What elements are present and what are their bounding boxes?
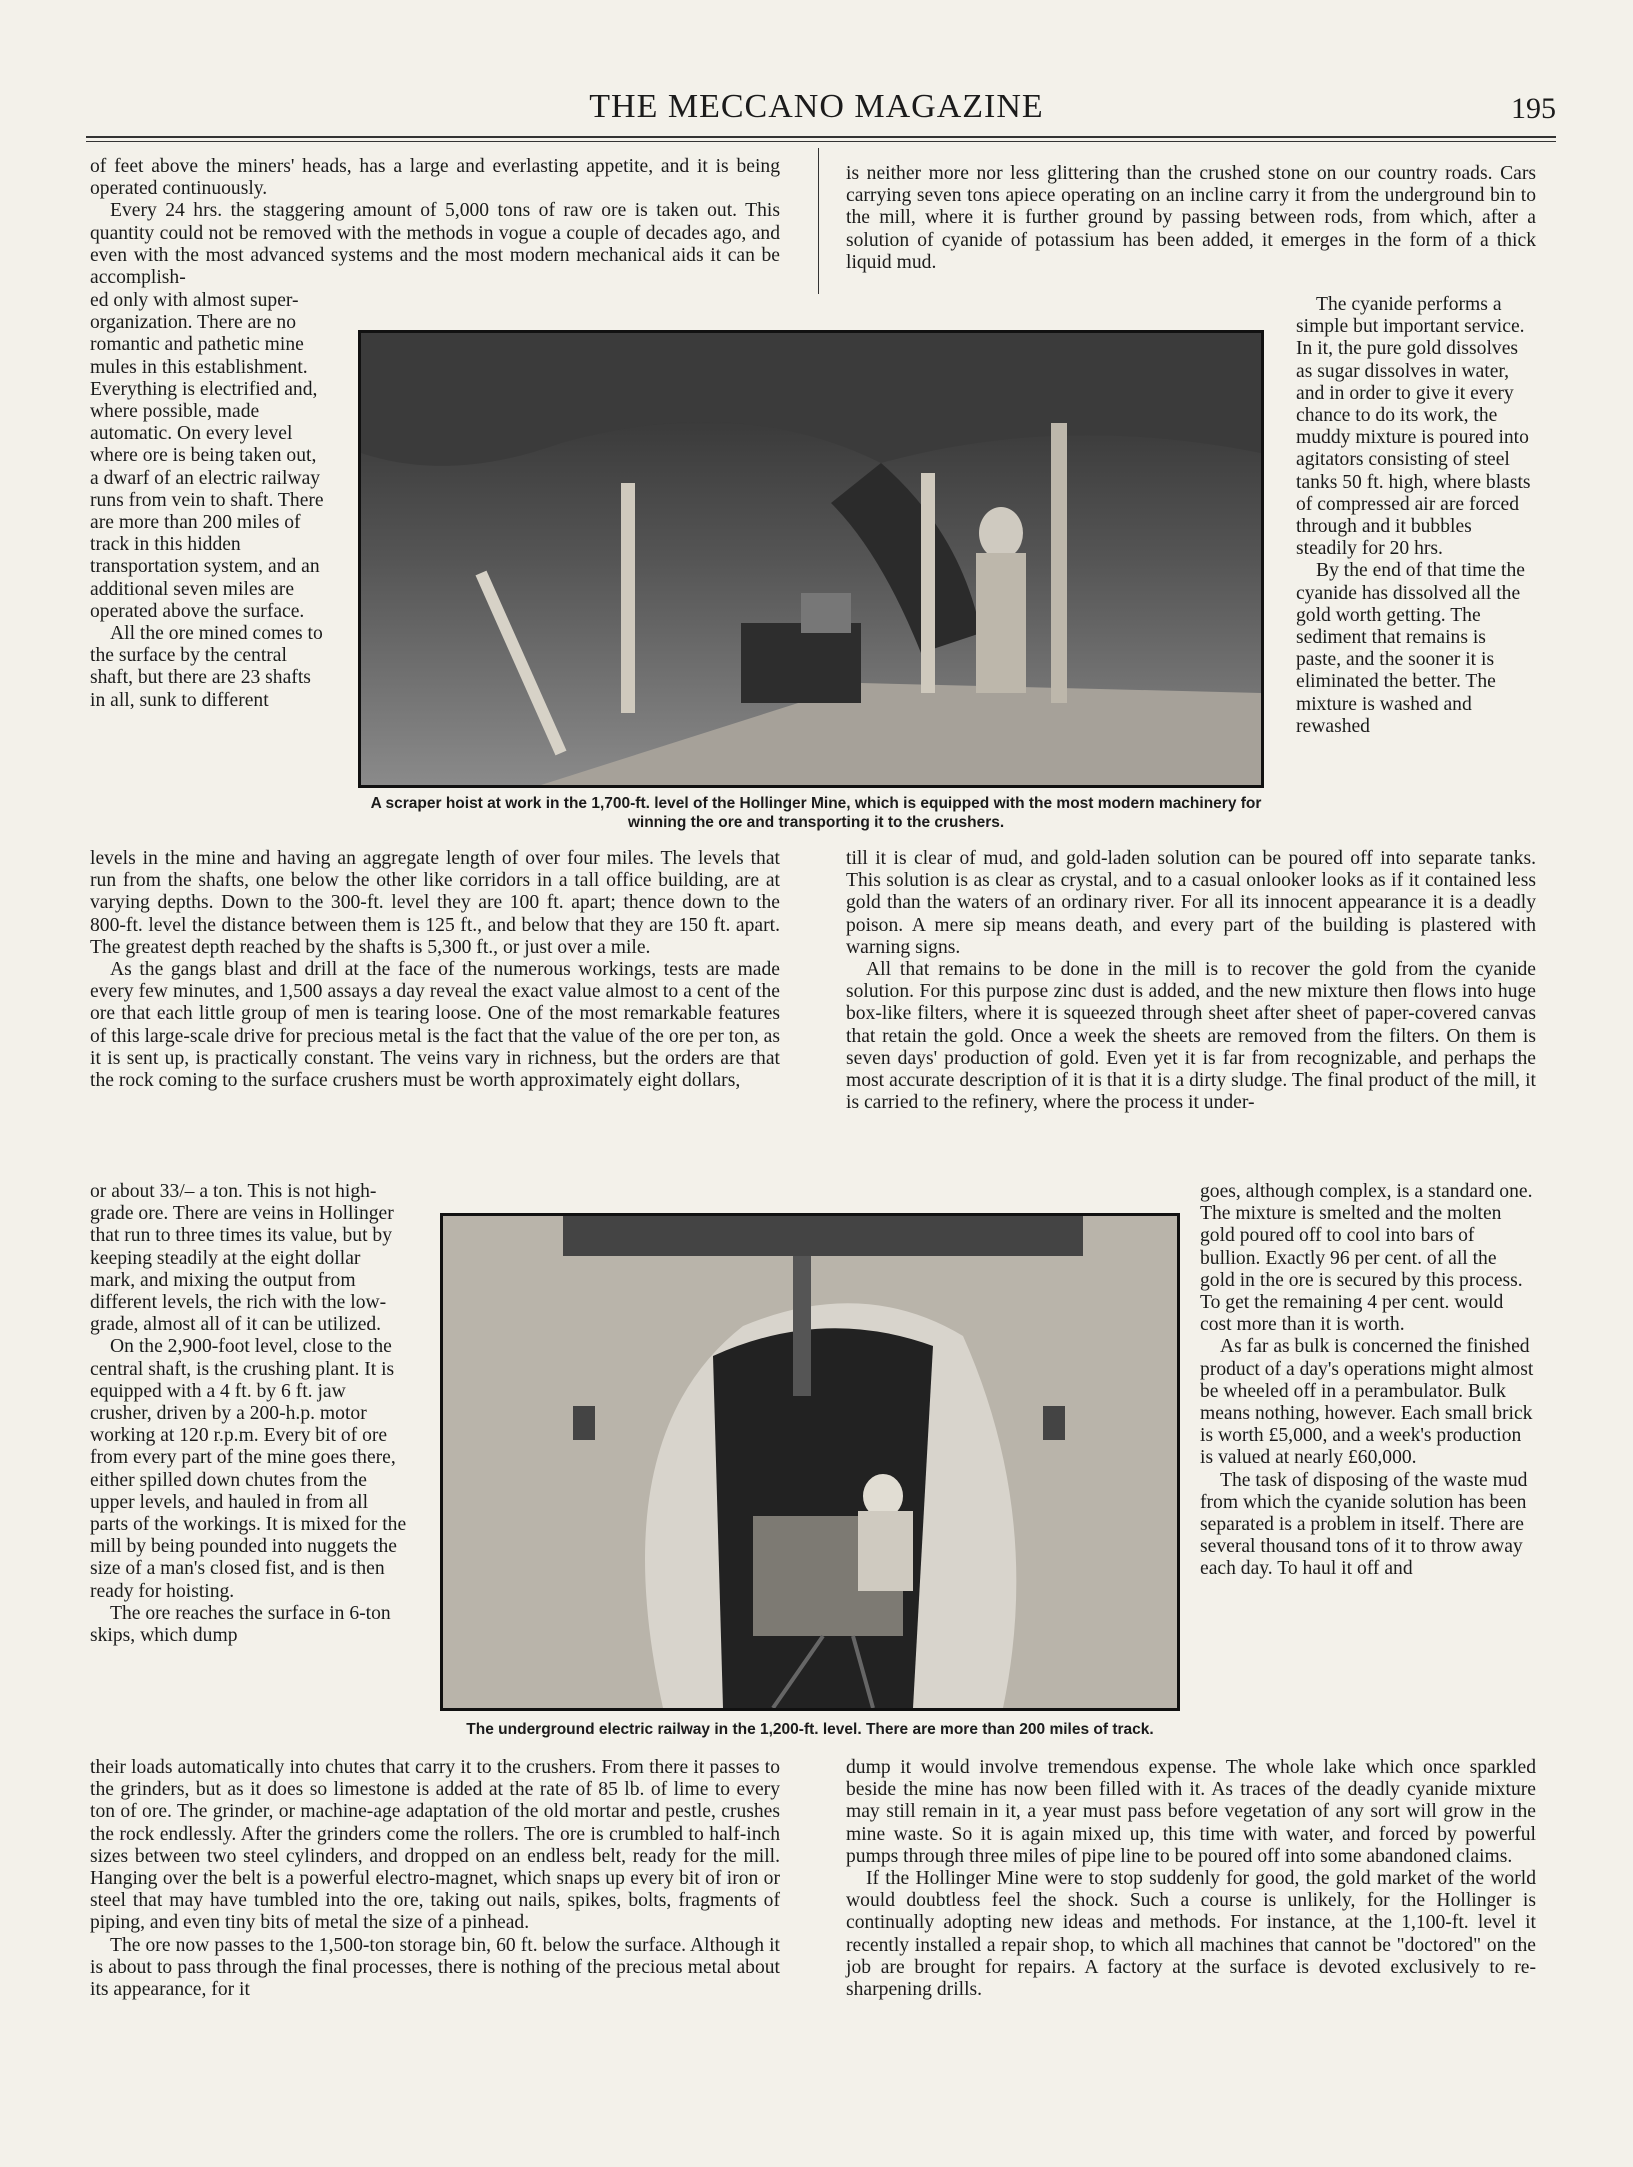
paragraph: The cyanide performs a simple but important service. In it, the pure gold dissolves as sugar dissolves in water, and in order to give it every chance to do its work, the muddy mixture is poured into agitators consisting of steel tanks 50 ft. high, where blasts of compressed air are forced through and it bubbles steadily for 20 hrs. <box>1296 294 1531 560</box>
text-block <box>846 848 1536 1114</box>
paragraph: till it is clear of mud, and gold-laden solution can be poured off into separate tanks. This solution is as clear as crystal, and to a casual onlooker looks as if it contained less gold than the waters of an ordinary river. For all its innocent appearance it is a deadly poison. A mere sip means death, and every part of the building is plastered with warning signs. <box>846 848 1536 958</box>
paragraph: of feet above the miners' heads, has a large and everlasting appetite, and it is being operated continuously. <box>90 156 780 200</box>
magazine-title: THE MECCANO MAGAZINE <box>589 88 1044 125</box>
paragraph: As far as bulk is concerned the finished product of a day's operations might almost be wheeled off in a perambulator. Bulk means nothing, however. Each small brick is worth £5,000, and a week's production is valued at nearly £60,000. <box>1200 1336 1534 1469</box>
paragraph: goes, although complex, is a standard one. The mixture is smelted and the molten gold poured off to cool into bars of bullion. Exactly 96 per cent. of all the gold in the ore is secured by this process. To get the remaining 4 per cent. would cost more than it is worth. <box>1200 1181 1533 1336</box>
text-block <box>1296 294 1534 738</box>
text-block <box>1200 1181 1536 1581</box>
paragraph: ed only with almost super-organization. There are no romantic and pathetic mine mules in this establishment. Everything is electrified and, where possible, made automatic. On every level where ore is being taken out, a dwarf of an electric railway runs from vein to shaft. There are more than 200 miles of track in this hidden transportation system, and an additional seven miles are operated above the surface. <box>90 290 324 622</box>
paragraph: All that remains to be done in the mill is to recover the gold from the cyanide solution. For this purpose zinc dust is added, and the new mixture then flows into huge box-like filters, where it is squeezed through sheet after sheet of paper-covered canvas that retain the gold. Once a week the sheets are removed from the filters. On them is seven days' production of gold. Even yet it is far from recognizable, and perhaps the most accurate description of it is that it is a dirty sludge. The final product of the mill, it is carried to the refinery, where the process it under- <box>846 959 1536 1114</box>
paragraph: The task of disposing of the waste mud from which the cyanide solution has been separated is a problem in itself. There are several thousand tons of it to throw away each day. To haul it off and <box>1200 1469 1528 1580</box>
paragraph: On the 2,900-foot level, close to the central shaft, is the crushing plant. It is equipped with a 4 ft. by 6 ft. jaw crusher, driven by a 200-h.p. motor working at 120 r.p.m. Every bit of ore from every part of the mine goes there, either spilled down chutes from the upper levels, and hauled in from all parts of the workings. It is mixed for the mill by being pounded into nuggets the size of a man's closed fist, and is then ready for hoisting. <box>90 1336 407 1602</box>
paragraph: All the ore mined comes to the surface by the central shaft, but there are 23 shafts in all, sunk to different <box>90 623 323 711</box>
header-rule <box>86 136 1556 138</box>
page-number: 195 <box>1511 92 1556 125</box>
mine-scene-illustration <box>361 333 1261 785</box>
photo-caption: A scraper hoist at work in the 1,700-ft. level of the Hollinger Mine, which is equipped with the most modern machinery for winning the ore and transporting it to the crushers. <box>370 795 1262 831</box>
header-rule-thin <box>86 141 1556 142</box>
paragraph: The ore reaches the surface in 6-ton skips, which dump <box>90 1602 391 1647</box>
tunnel-scene-illustration <box>443 1216 1177 1708</box>
paragraph: is neither more nor less glittering than the crushed stone on our country roads. Cars carrying seven tons apiece operating on an incline carry it from the underground bin to the mill, where it is further ground by passing between rods, from which, after a solution of cyanide of potassium has been added, it emerges in the form of a thick liquid mud. <box>846 163 1536 273</box>
column-divider <box>818 148 819 294</box>
photo-caption: The underground electric railway in the 1,200-ft. level. There are more than 200 miles of track. <box>466 1721 1154 1738</box>
paragraph: If the Hollinger Mine were to stop suddenly for good, the gold market of the world would doubtless feel the shock. Such a course is unlikely, for the Hollinger is continually adopting new ideas and methods. For instance, at the 1,100-ft. level it recently installed a repair shop, to which all machines that cannot be "doctored" on the job are brought for repairs. A factory at the surface is devoted exclusively to re-sharpening drills. <box>846 1868 1536 2001</box>
text-block <box>846 163 1536 274</box>
paragraph: or about 33/– a ton. This is not high-grade ore. There are veins in Hollinger that run to three times its value, but by keeping steadily at the eight dollar mark, and mixing the output from different levels, the rich with the low-grade, almost all of it can be utilized. <box>90 1181 394 1336</box>
paragraph: The ore now passes to the 1,500-ton storage bin, 60 ft. below the surface. Although it is about to pass through the final processes, there is nothing of the precious metal about its appearance, for it <box>90 1934 780 2001</box>
photo-electric-railway <box>440 1213 1180 1711</box>
paragraph: Every 24 hrs. the staggering amount of 5,000 tons of raw ore is taken out. This quantity could not be removed with the methods in vogue a couple of decades ago, and even with the most advanced systems and the most modern mechanical aids it can be accomplish- <box>90 200 780 289</box>
text-block <box>90 1181 410 1647</box>
paragraph: their loads automatically into chutes that carry it to the crushers. From there it passes to the grinders, but as it does so limestone is added at the rate of 85 lb. of lime to every ton of ore. The grinder, or machine-age adaptation of the old mortar and pestle, crushes the rock endlessly. After the grinders come the rollers. The ore is crumbled to half-inch sizes between two steel cylinders, and dropped on an endless belt, ready for the mill. Hanging over the belt is a powerful electro-magnet, which snaps up every bit of iron or steel that may have tumbled into the ore, taking out nails, spikes, bolts, fragments of piping, and even tiny bits of metal the size of a pinhead. <box>90 1757 780 1934</box>
text-block <box>90 156 780 289</box>
text-block <box>90 290 328 712</box>
paragraph: dump it would involve tremendous expense. The whole lake which once sparkled beside the mine has now been filled with it. As traces of the deadly cyanide mixture may still remain in it, a year must pass before vegetation of any sort will grow in the mine waste. So it is again mixed up, this time with water, and forced by powerful pumps through three miles of pipe line to be poured off into some abandoned claims. <box>846 1757 1536 1867</box>
paragraph: levels in the mine and having an aggregate length of over four miles. The levels that run from the shafts, one below the other like corridors in a tall office building, are at varying depths. Down to the 300-ft. level they are 100 ft. apart; thence down to the 800-ft. level the distance between them is 125 ft., and below that they are 150 ft. apart. The greatest depth reached by the shafts is 5,300 ft., or just over a mile. <box>90 848 780 958</box>
text-block <box>846 1757 1536 2001</box>
paragraph: As the gangs blast and drill at the face of the numerous workings, tests are made every few minutes, and 1,500 assays a day reveal the exact value almost to a cent of the ore that each little group of men is tearing loose. One of the most remarkable features of this large-scale drive for precious metal is the fact that the value of the ore per ton, as it is sent up, is practically constant. The veins vary in richness, but the orders are that the rock coming to the surface crushers must be worth approximately eight dollars, <box>90 959 780 1092</box>
paragraph: By the end of that time the cyanide has dissolved all the gold worth getting. The sediment that remains is paste, and the sooner it is eliminated the better. The mixture is washed and rewashed <box>1296 560 1525 737</box>
text-block <box>90 848 780 1092</box>
photo-scraper-hoist <box>358 330 1264 788</box>
text-block <box>90 1757 780 2001</box>
